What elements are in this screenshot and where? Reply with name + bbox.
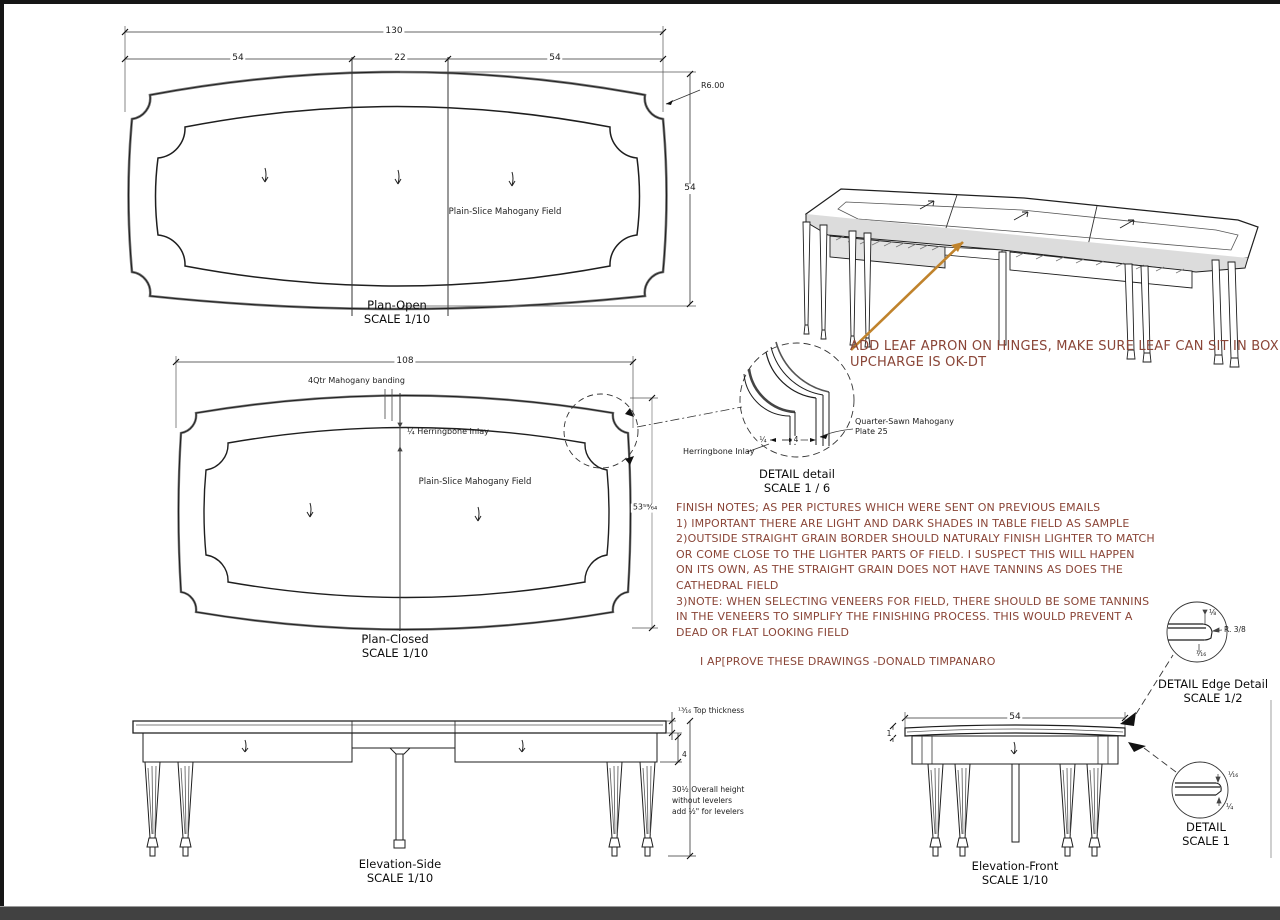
top-thickness-label: ¹³⁄₁₆ Top thickness <box>678 706 745 715</box>
inlay-label: ¼ Herringbone Inlay <box>407 427 489 436</box>
approval-note: I AP[PROVE THESE DRAWINGS -DONALD TIMPANARO <box>700 655 996 668</box>
front-dim-54: 54 <box>1009 712 1021 723</box>
banding-label: 4Qtr Mahogany banding <box>308 376 405 385</box>
elevation-front-title: Elevation-Front <box>971 859 1059 873</box>
small-dim-quarter: ¼ <box>1226 802 1234 811</box>
plan-open-title: Plan-Open <box>367 298 427 312</box>
dim-54-left: 54 <box>232 53 244 64</box>
detail-small-title: DETAIL <box>1186 820 1226 834</box>
dim-53-59-64: 53⁵⁹⁄₆₄ <box>632 502 658 512</box>
finish-note-line: DEAD OR FLAT LOOKING FIELD <box>676 625 850 639</box>
height-note-3: add ½" for levelers <box>672 807 744 816</box>
dim-22-center: 22 <box>394 53 406 64</box>
detail-scale: SCALE 1 / 6 <box>763 481 831 495</box>
detail-dim-quarter: ¼ <box>759 434 767 444</box>
finish-note-line: 3)NOTE: WHEN SELECTING VENEERS FOR FIELD, THERE SHOULD BE SOME TANNINS <box>676 594 1150 608</box>
sheet-frame-top <box>0 0 1280 4</box>
height-note-2: without levelers <box>672 796 733 805</box>
height-note-1: 30½ Overall height <box>672 785 745 794</box>
finish-note-line: 2)OUTSIDE STRAIGHT GRAIN BORDER SHOULD NATURALY FINISH LIGHTER TO MATCH <box>676 532 1155 546</box>
finish-note-line: IN THE VENEERS TO SIMPLIFY THE FINISHING PROCESS. THIS WOULD PREVENT A <box>676 610 1133 624</box>
plan-open-scale: SCALE 1/10 <box>363 312 431 326</box>
edge-dim-eighth: ⅛ <box>1209 608 1217 617</box>
dim-130: 130 <box>385 26 403 37</box>
elevation-side-view <box>133 712 696 859</box>
sheet-frame-left <box>0 0 4 908</box>
detail-title: DETAIL detail <box>759 467 835 481</box>
edge-dim-sixteenth: ¹⁄₁₆ <box>1196 649 1207 658</box>
apron-dim-4: 4 <box>682 750 687 759</box>
elevation-front-view <box>890 655 1176 856</box>
plan-open-field-label: Plain-Slice Mahogany Field <box>448 207 562 217</box>
elevation-side-scale: SCALE 1/10 <box>366 871 434 885</box>
plan-closed-view <box>173 356 742 631</box>
detail-dim-four: 4 <box>793 434 799 444</box>
dim-108: 108 <box>396 356 414 367</box>
finish-note-line: CATHEDRAL FIELD <box>676 578 779 592</box>
plan-closed-scale: SCALE 1/10 <box>361 646 429 660</box>
elevation-side-title: Elevation-Side <box>358 857 442 871</box>
finish-note-line: ON ITS OWN, AS THE STRAIGHT GRAIN DOES NOT HAVE TANNINS AS DOES THE <box>676 563 1123 577</box>
leaf-note-line1: ADD LEAF APRON ON HINGES, MAKE SURE LEAF CAN SIT IN BOX <box>850 339 1279 354</box>
radius-label: R6.00 <box>701 81 725 90</box>
quartersawn-label: Quarter-Sawn Mahogany <box>855 417 954 426</box>
edge-radius-label: R. 3/8 <box>1224 625 1246 634</box>
dim-54-right: 54 <box>549 53 561 64</box>
front-dim-1: 1 <box>886 728 892 738</box>
detail-edge-scale: SCALE 1/2 <box>1183 691 1243 705</box>
finish-note-line: 1) IMPORTANT THERE ARE LIGHT AND DARK SHADES IN TABLE FIELD AS SAMPLE <box>676 516 1130 530</box>
plan-open-view <box>122 26 700 316</box>
elevation-front-scale: SCALE 1/10 <box>981 873 1049 887</box>
herringbone-label: Herringbone Inlay <box>683 447 755 456</box>
finish-note-line: OR COME CLOSE TO THE LIGHTER PARTS OF FIELD. I SUSPECT THIS WILL HAPPEN <box>676 547 1135 561</box>
plan-closed-field-label: Plain-Slice Mahogany Field <box>418 477 532 487</box>
plate-label: Plate 25 <box>855 427 888 436</box>
leaf-note-line2: UPCHARGE IS OK-DT <box>850 355 987 370</box>
small-dim-sixteenth: ¹⁄₁₆ <box>1228 770 1239 779</box>
finish-note-line: FINISH NOTES; AS PER PICTURES WHICH WERE SENT ON PREVIOUS EMAILS <box>676 501 1101 514</box>
detail-small-scale: SCALE 1 <box>1182 834 1230 848</box>
plan-closed-title: Plan-Closed <box>361 632 429 646</box>
detail-edge-title: DETAIL Edge Detail <box>1157 677 1269 691</box>
finish-notes <box>676 500 1155 640</box>
sheet-frame-bottom <box>0 906 1280 920</box>
dim-54-height: 54 <box>684 183 696 194</box>
